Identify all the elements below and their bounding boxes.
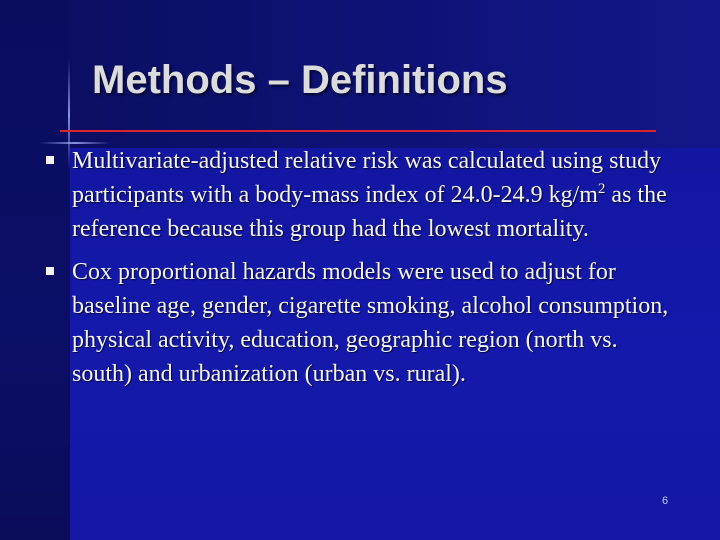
title-underline — [60, 130, 656, 132]
superscript: 2 — [597, 181, 606, 197]
title-main: Methods — [92, 58, 257, 102]
bullet-text-part: Multivariate-adjusted relative risk was calculated using study participants with a body-mass index of 24.0-24.9 kg/m — [72, 148, 662, 208]
slide-title — [92, 56, 508, 104]
bullet-item — [40, 255, 680, 391]
bullet-text: Cox proportional hazards models were used to adjust for baseline age, gender, cigarette smoking, alcohol consumption, physical activity, education, geographic region (north vs. south) and urbanization (urban vs. rural). — [72, 259, 669, 387]
bullet-item — [40, 144, 680, 246]
bullet-text-part: as the reference because this group had the lowest mortality. — [72, 182, 667, 242]
title-dash: – — [267, 58, 290, 102]
square-bullet-icon — [46, 267, 54, 275]
bullet-list — [40, 144, 680, 400]
page-number: 6 — [662, 495, 669, 507]
bullet-text — [72, 144, 680, 246]
title-rest: Definitions — [300, 58, 508, 102]
square-bullet-icon — [46, 156, 54, 164]
